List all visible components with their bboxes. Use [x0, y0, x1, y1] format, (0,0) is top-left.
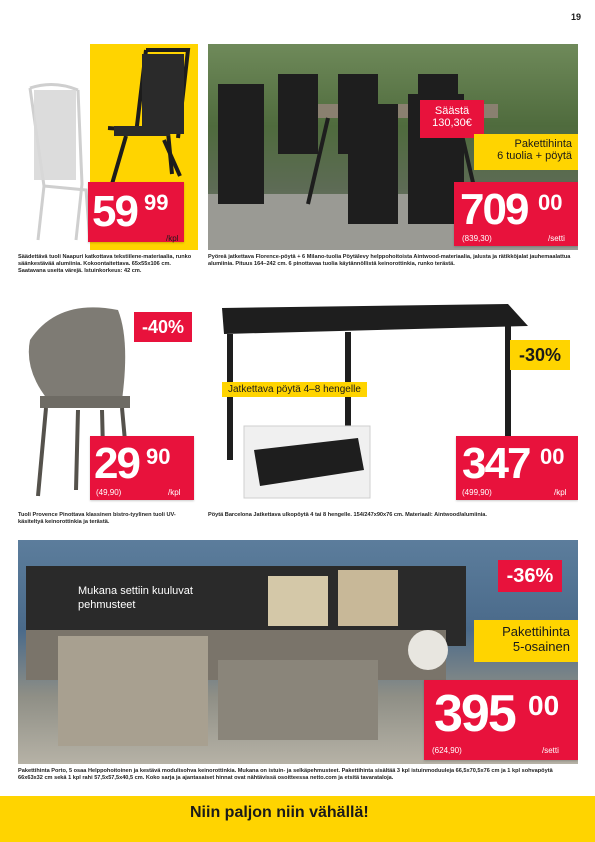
page-number: 19: [570, 12, 581, 22]
price-main: 29: [94, 439, 139, 488]
savings-badge: [420, 100, 484, 138]
lounge-set-photo: [18, 540, 578, 764]
feature-tag: Jatkettava pöytä 4–8 hengelle: [222, 382, 367, 397]
price-main: 59: [92, 187, 137, 236]
product-description: Tuoli Provence Pinottava klassinen bistro-tyylinen tuoli UV-käsiteltyä keinorottinkia ja terästä.: [18, 512, 176, 526]
old-price: (839,30): [462, 234, 492, 243]
old-price: (49,90): [96, 488, 122, 497]
extending-table-photo: [208, 300, 578, 506]
price-main: 709: [460, 185, 528, 234]
price-cents: 00: [528, 690, 560, 721]
product-description: Pakettihinta Porto, 5 osaa Helppohoitoinen ja kestävä modulisohva keinorottinkia. Mukana on istuin- ja selkäpehmusteet. Pakettihinta sisältää 3 kpl istuinmoduuleja 66,5x70,5x76 cm ja 1 kpl sohvapöytä 66x63x32 cm sekä 1 kpl rahi 57,5x57,5x40,5 cm. Koko sarja ja ajantasaiset hinnat ovat nähtävissä osoitteessa netto.com ja etsitä tavarataloja.: [18, 768, 553, 782]
price-cents: 99: [144, 190, 169, 215]
price-box: [424, 680, 578, 760]
cushion-note: Mukana settiin kuuluvat pehmusteet: [78, 585, 193, 611]
savings-label: Säästä: [434, 105, 470, 117]
price-box: [456, 436, 578, 500]
price-box: [88, 182, 184, 242]
product-description: Säädettävä tuoli Naapuri katkottava tekstiilene-materiaalia, runko säänkestävää alumiinia. Kokoontaitettava. 65x55x106 cm. Saatavana useita värejä. Istuinkorkeus: 42 cm.: [18, 254, 192, 275]
old-price: (624,90): [432, 746, 462, 755]
package-label-line1: Pakettihinta: [502, 624, 570, 639]
discount-badge: -40%: [134, 312, 192, 342]
price-main: 347: [462, 439, 530, 488]
price-box: [454, 182, 578, 246]
package-label-line1: Pakettihinta: [514, 138, 572, 150]
price-unit: /setti: [548, 234, 565, 243]
price-cents: 00: [538, 190, 563, 215]
price-unit: /setti: [542, 746, 559, 755]
old-price: (499,90): [462, 488, 492, 497]
package-label-line2: 5-osainen: [512, 639, 570, 654]
savings-amount: 130,30€: [432, 117, 472, 129]
price-unit: /kpl: [166, 234, 179, 243]
price-main: 395: [434, 685, 515, 743]
price-cents: 00: [540, 444, 565, 469]
bistro-chair-photo: [18, 300, 198, 506]
package-label-line2: 6 tuolia + pöytä: [497, 150, 572, 162]
price-unit: /kpl: [168, 488, 181, 497]
discount-badge: -30%: [510, 340, 570, 370]
discount-badge: -36%: [498, 560, 562, 592]
price-box: [90, 436, 194, 500]
price-unit: /kpl: [554, 488, 567, 497]
footer-slogan: Niin paljon niin vähällä!: [190, 804, 369, 821]
folding-chairs-photo: [18, 44, 198, 250]
package-label: [474, 134, 578, 170]
dining-set-photo: [208, 44, 578, 250]
product-description: Pyöreä jatkettava Florence-pöytä + 6 Milano-tuolia Pöytälevy helppohoitoista Aintwood-materiaalia, jalusta ja rätikköjalat jauhemaalattua alumiinia. Pituus 164–242 cm. 6 pinottavaa tuolia käytännöllistä keinorottinkia, runko terästä.: [208, 254, 571, 268]
package-label: [474, 620, 578, 662]
price-cents: 90: [146, 444, 171, 469]
product-description: Pöytä Barcelona Jatkettava ulkopöytä 4 tai 8 hengelle. 154/247x90x76 cm. Materiaali: Aintwood/alumiinia.: [208, 512, 487, 518]
